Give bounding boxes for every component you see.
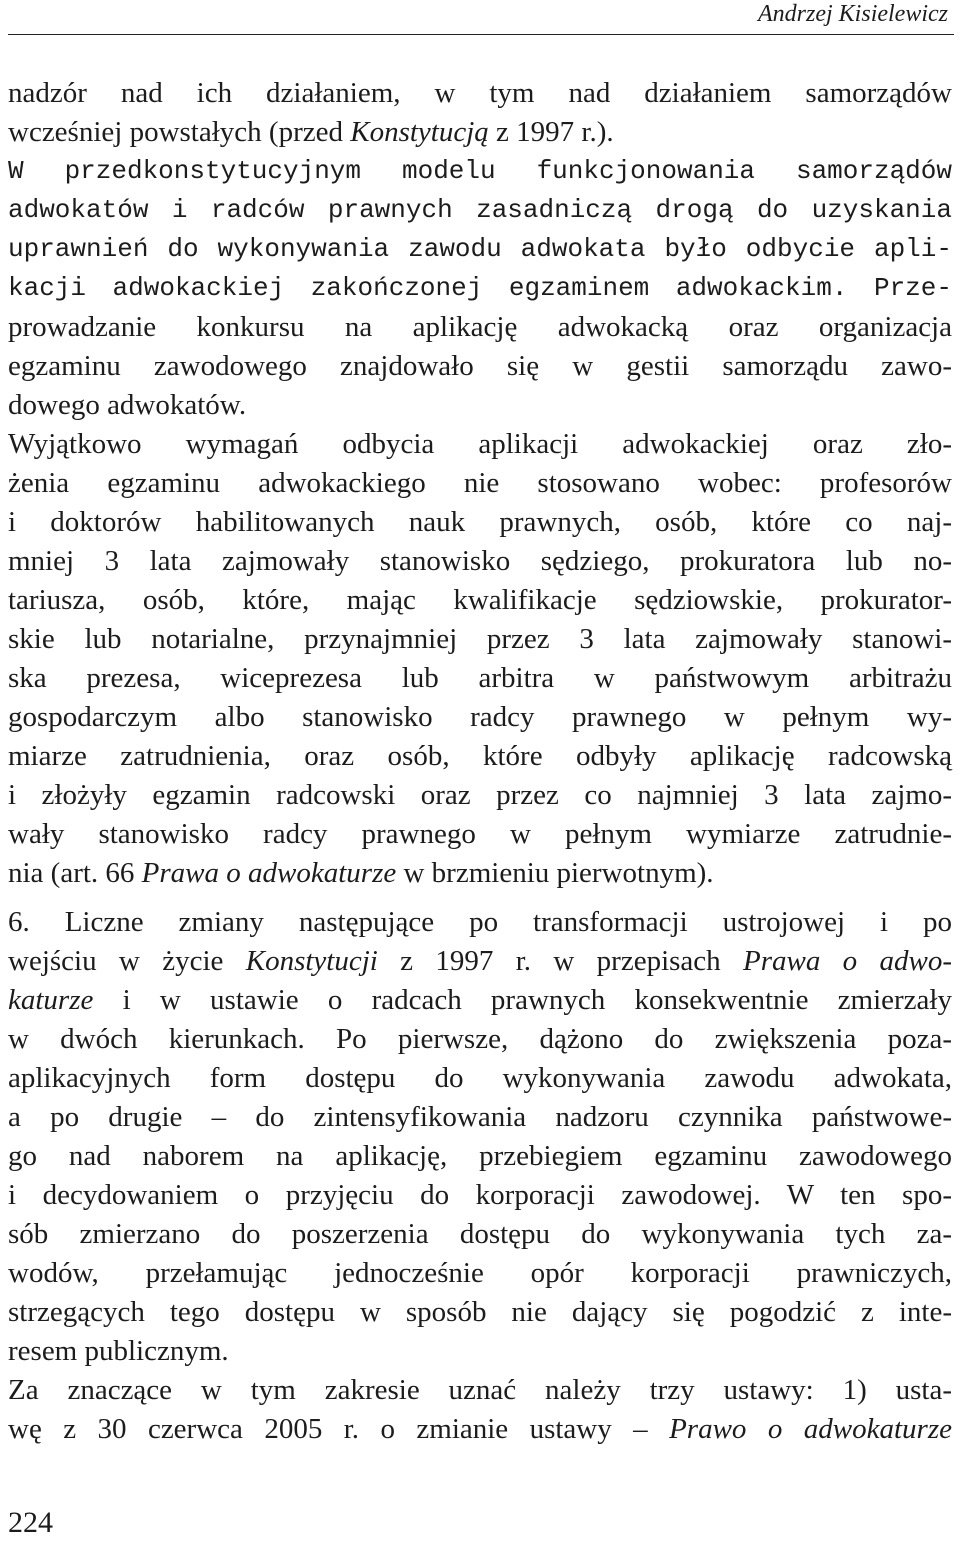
text-line xyxy=(8,1332,952,1371)
text-line xyxy=(8,1098,952,1137)
body-text xyxy=(8,74,952,1449)
text-line xyxy=(8,698,952,737)
header-rule xyxy=(8,34,954,35)
text-segment: aplikacyjnych form dostępu do wykonywania zawodu adwokata, xyxy=(8,1062,952,1094)
text-line xyxy=(8,386,952,425)
text-line xyxy=(8,269,952,308)
text-segment: i decydowaniem o przyjęciu do korporacji zawodowej. W ten spo- xyxy=(8,1179,952,1211)
italic-segment: Prawo o adwokaturze xyxy=(669,1413,952,1445)
text-segment: kacji adwokackiej zakończonej egzaminem adwokackim. Prze- xyxy=(8,273,952,303)
text-line xyxy=(8,1059,952,1098)
text-line xyxy=(8,542,952,581)
text-line xyxy=(8,1176,952,1215)
text-segment: resem publicznym. xyxy=(8,1335,229,1367)
text-line xyxy=(8,620,952,659)
text-line xyxy=(8,113,952,152)
text-segment: dowego adwokatów. xyxy=(8,389,247,421)
text-line xyxy=(8,308,952,347)
text-line xyxy=(8,815,952,854)
text-segment: strzegących tego dostępu w sposób nie dający się pogodzić z inte- xyxy=(8,1296,952,1328)
text-segment: wę z 30 czerwca 2005 r. o zmianie ustawy – xyxy=(8,1413,670,1445)
italic-segment: katurze xyxy=(8,984,94,1016)
text-segment: i doktorów habilitowanych nauk prawnych, osób, które co naj- xyxy=(8,506,952,538)
text-line xyxy=(8,1254,952,1293)
page-number: 224 xyxy=(8,1506,53,1539)
text-line xyxy=(8,503,952,542)
text-segment: miarze zatrudnienia, oraz osób, które odbyły aplikację radcowską xyxy=(8,740,952,772)
text-segment: i złożyły egzamin radcowski oraz przez co najmniej 3 lata zajmo- xyxy=(8,779,952,811)
paragraph-gap xyxy=(8,893,952,903)
text-segment: wcześniej powstałych (przed xyxy=(8,116,351,148)
text-line xyxy=(8,1410,952,1449)
text-segment: a po drugie – do zintensyfikowania nadzoru czynnika państwowe- xyxy=(8,1101,952,1133)
text-segment: wodów, przełamując jednocześnie opór korporacji prawniczych, xyxy=(8,1257,952,1289)
text-segment: z 1997 r. w przepisach xyxy=(377,945,743,977)
text-segment: W przedkonstytucyjnym modelu funkcjonowania samorządów xyxy=(8,156,952,186)
text-line xyxy=(8,942,952,981)
text-segment: egzaminu zawodowego znajdowało się w gestii samorządu zawo- xyxy=(8,350,952,382)
text-line xyxy=(8,581,952,620)
text-segment: nadzór nad ich działaniem, w tym nad działaniem samorządów xyxy=(8,77,952,109)
text-segment: z 1997 r.). xyxy=(488,116,614,148)
text-line xyxy=(8,1137,952,1176)
text-line xyxy=(8,74,952,113)
text-segment: w brzmieniu pierwotnym). xyxy=(396,857,714,889)
text-line xyxy=(8,464,952,503)
text-segment: adwokatów i radców prawnych zasadniczą drogą do uzyskania xyxy=(8,195,952,225)
text-segment: mniej 3 lata zajmowały stanowisko sędziego, prokuratora lub no- xyxy=(8,545,952,577)
text-segment: żenia egzaminu adwokackiego nie stosowano wobec: profesorów xyxy=(8,467,952,499)
text-line xyxy=(8,425,952,464)
text-segment: sób zmierzano do poszerzenia dostępu do wykonywania tych za- xyxy=(8,1218,952,1250)
text-segment: i w ustawie o radcach prawnych konsekwentnie zmierzały xyxy=(93,984,952,1016)
text-line xyxy=(8,737,952,776)
text-segment: nia (art. 66 xyxy=(8,857,142,889)
text-segment: wejściu w życie xyxy=(8,945,246,977)
text-line xyxy=(8,152,952,191)
text-segment: gospodarczym albo stanowisko radcy prawnego w pełnym wy- xyxy=(8,701,952,733)
text-line xyxy=(8,191,952,230)
text-segment: uprawnień do wykonywania zawodu adwokata było odbycie apli- xyxy=(8,234,952,264)
running-head-author: Andrzej Kisielewicz xyxy=(758,1,948,27)
text-line xyxy=(8,1215,952,1254)
text-line xyxy=(8,981,952,1020)
text-segment: tariusza, osób, które, mając kwalifikacje sędziowskie, prokurator- xyxy=(8,584,952,616)
text-segment: go nad naborem na aplikację, przebiegiem egzaminu zawodowego xyxy=(8,1140,952,1172)
text-line xyxy=(8,903,952,942)
text-line xyxy=(8,1020,952,1059)
text-segment: ska prezesa, wiceprezesa lub arbitra w państwowym arbitrażu xyxy=(8,662,952,694)
text-segment: prowadzanie konkursu na aplikację adwokacką oraz organizacja xyxy=(8,311,952,343)
italic-segment: Prawa o adwokaturze xyxy=(141,857,397,889)
text-line xyxy=(8,659,952,698)
text-segment: w dwóch kierunkach. Po pierwsze, dążono do zwiększenia poza- xyxy=(8,1023,952,1055)
text-line xyxy=(8,347,952,386)
italic-segment: Konstytucji xyxy=(245,945,378,977)
text-segment: wały stanowisko radcy prawnego w pełnym wymiarze zatrudnie- xyxy=(8,818,952,850)
text-segment: skie lub notarialne, przynajmniej przez 3 lata zajmowały stanowi- xyxy=(8,623,952,655)
text-line xyxy=(8,1371,952,1410)
text-line xyxy=(8,854,952,893)
text-segment: Wyjątkowo wymagań odbycia aplikacji adwokackiej oraz zło- xyxy=(8,428,952,460)
text-line xyxy=(8,1293,952,1332)
text-line xyxy=(8,230,952,269)
text-segment: 6. Liczne zmiany następujące po transformacji ustrojowej i po xyxy=(8,906,952,938)
text-segment: Za znaczące w tym zakresie uznać należy trzy ustawy: 1) usta- xyxy=(8,1374,952,1406)
italic-segment: Prawa o adwo- xyxy=(743,945,953,977)
italic-segment: Konstytucją xyxy=(350,116,489,148)
text-line xyxy=(8,776,952,815)
